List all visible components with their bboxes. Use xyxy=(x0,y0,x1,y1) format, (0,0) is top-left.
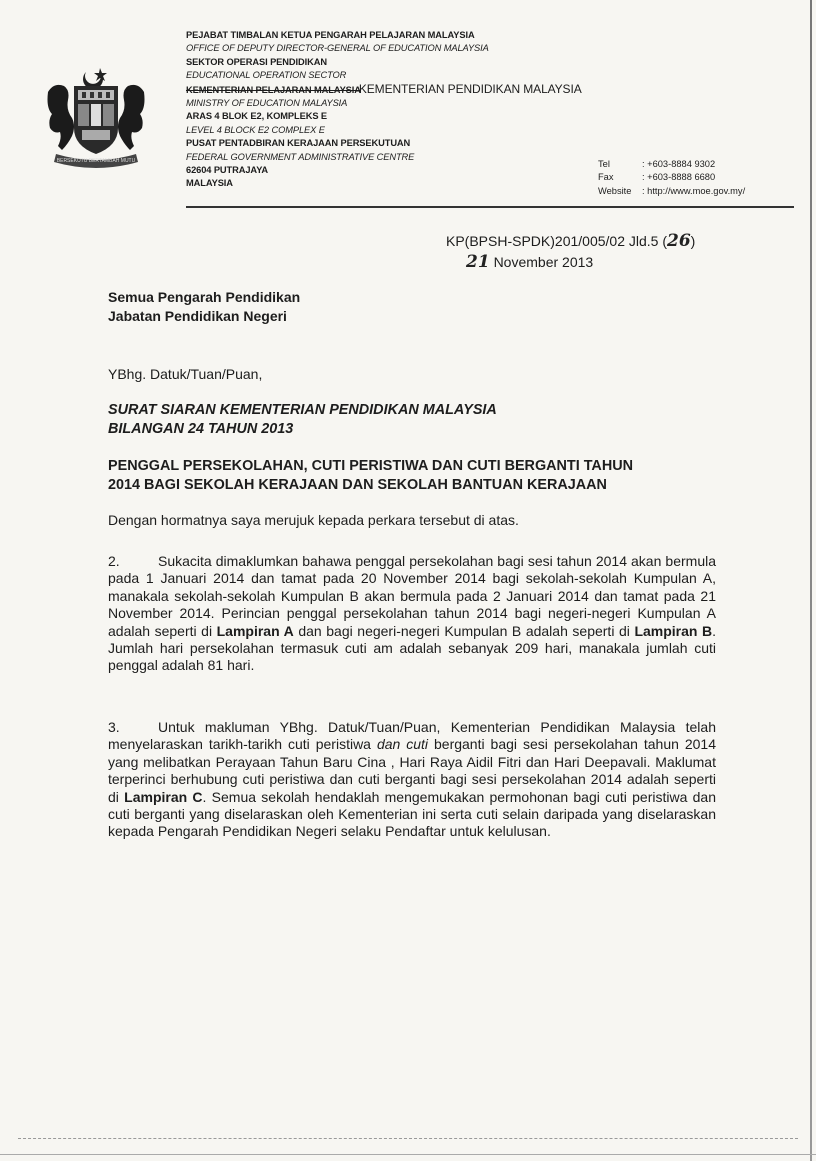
letterhead-ministry-row xyxy=(186,83,686,97)
handwritten-day: 21 xyxy=(466,252,490,272)
circular-title: SURAT SIARAN KEMENTERIAN PENDIDIKAN MALAYSIA BILANGAN 24 TAHUN 2013 xyxy=(108,402,497,437)
page-edge-shadow xyxy=(810,0,812,1161)
handwritten-ref-number: 26 xyxy=(667,231,691,251)
opening-paragraph: Dengan hormatnya saya merujuk kepada perkara tersebut di atas. xyxy=(108,512,519,528)
addressee-block: Semua Pengarah Pendidikan Jabatan Pendidikan Negeri xyxy=(108,289,301,324)
letterhead-line: PEJABAT TIMBALAN KETUA PENGARAH PELAJARAN MALAYSIA xyxy=(186,30,475,40)
contact-tel: Tel : +603-8884 9302 xyxy=(598,159,716,169)
letter-date: 21 November 2013 xyxy=(466,252,594,272)
letterhead-line: PUSAT PENTADBIRAN KERAJAAN PERSEKUTUAN xyxy=(186,138,411,149)
letterhead-divider xyxy=(186,206,794,208)
paragraph-2: 2. Sukacita dimaklumkan bahawa penggal persekolahan bagi sesi tahun 2014 akan bermula pada 1 Januari 2014 dan tamat pada 20 November 2014 bagi sekolah-sekolah Kumpulan A, manakala sekolah-sekolah Kumpulan B akan bermula pada 2 Januari 2014 dan tamat pada 21 November 2014. Perincian penggal persekolahan tahun 2014 bagi negeri-negeri Kumpulan A adalah seperti di Lampiran A dan bagi negeri-negeri Kumpulan B adalah seperti di Lampiran B. Jumlah hari persekolahan termasuk cuti am adalah sebanyak 209 hari, manakala jumlah cuti penggal adalah 81 hari. xyxy=(108,553,717,674)
struck-old-ministry-name: KEMENTERIAN PELAJARAN MALAYSIA xyxy=(186,84,361,95)
letterhead-line: SEKTOR OPERASI PENDIDIKAN xyxy=(186,56,327,67)
letterhead-line: OFFICE OF DEPUTY DIRECTOR-GENERAL OF EDUCATION MALAYSIA xyxy=(186,43,489,54)
reference-number: KP(BPSH-SPDK)201/005/02 Jld.5 (26) xyxy=(446,231,696,251)
malaysia-coat-of-arms-logo xyxy=(42,62,150,172)
scan-bottom-artifact xyxy=(18,1138,798,1139)
paragraph-3: 3. Untuk makluman YBhg. Datuk/Tuan/Puan, Kementerian Pendidikan Malaysia telah menyelaraskan tarikh-tarikh cuti peristiwa dan cuti berganti bagi sesi persekolahan tahun 2014 yang melibatkan Perayaan Tahun Baru Cina , Hari Raya Aidil Fitri dan Hari Deepavali. Maklumat terperinci berhubung cuti peristiwa dan cuti berganti bagi sesi persekolahan 2014 adalah seperti di Lampiran C. Semua sekolah hendaklah mengemukakan permohonan bagi cuti peristiwa dan cuti berganti yang diselaraskan oleh Kementerian ini serta cuti selain daripada yang diselaraskan kepada Pengarah Pendidikan Negeri selaku Pendaftar untuk kelulusan. xyxy=(108,719,716,840)
salutation: YBhg. Datuk/Tuan/Puan, xyxy=(108,366,263,382)
letterhead-line: EDUCATIONAL OPERATION SECTOR xyxy=(186,70,347,81)
contact-fax: Fax : +603-8888 6680 xyxy=(598,172,716,183)
new-ministry-name-stamp: KEMENTERIAN PENDIDIKAN MALAYSIA xyxy=(358,81,582,96)
contact-website: Website : http://www.moe.gov.my/ xyxy=(598,185,746,196)
letterhead-line: FEDERAL GOVERNMENT ADMINISTRATIVE CENTRE xyxy=(186,151,415,162)
letterhead-line: LEVEL 4 BLOCK E2 COMPLEX E xyxy=(186,124,325,135)
letterhead-line: MALAYSIA xyxy=(186,178,233,189)
letterhead-line: 62604 PUTRAJAYA xyxy=(186,165,269,176)
crest-motto: BERSEKUTU BERTAMBAH MUTU xyxy=(56,158,136,164)
letterhead-line: ARAS 4 BLOK E2, KOMPLEKS E xyxy=(186,111,328,122)
contact-block xyxy=(598,158,745,198)
page-bottom-edge xyxy=(0,1154,816,1155)
letterhead-line: MINISTRY OF EDUCATION MALAYSIA xyxy=(186,98,348,109)
subject-heading: PENGGAL PERSEKOLAHAN, CUTI PERISTIWA DAN CUTI BERGANTI TAHUN 2014 BAGI SEKOLAH KERAJAAN DAN SEKOLAH BANTUAN KERAJAAN xyxy=(108,458,634,493)
